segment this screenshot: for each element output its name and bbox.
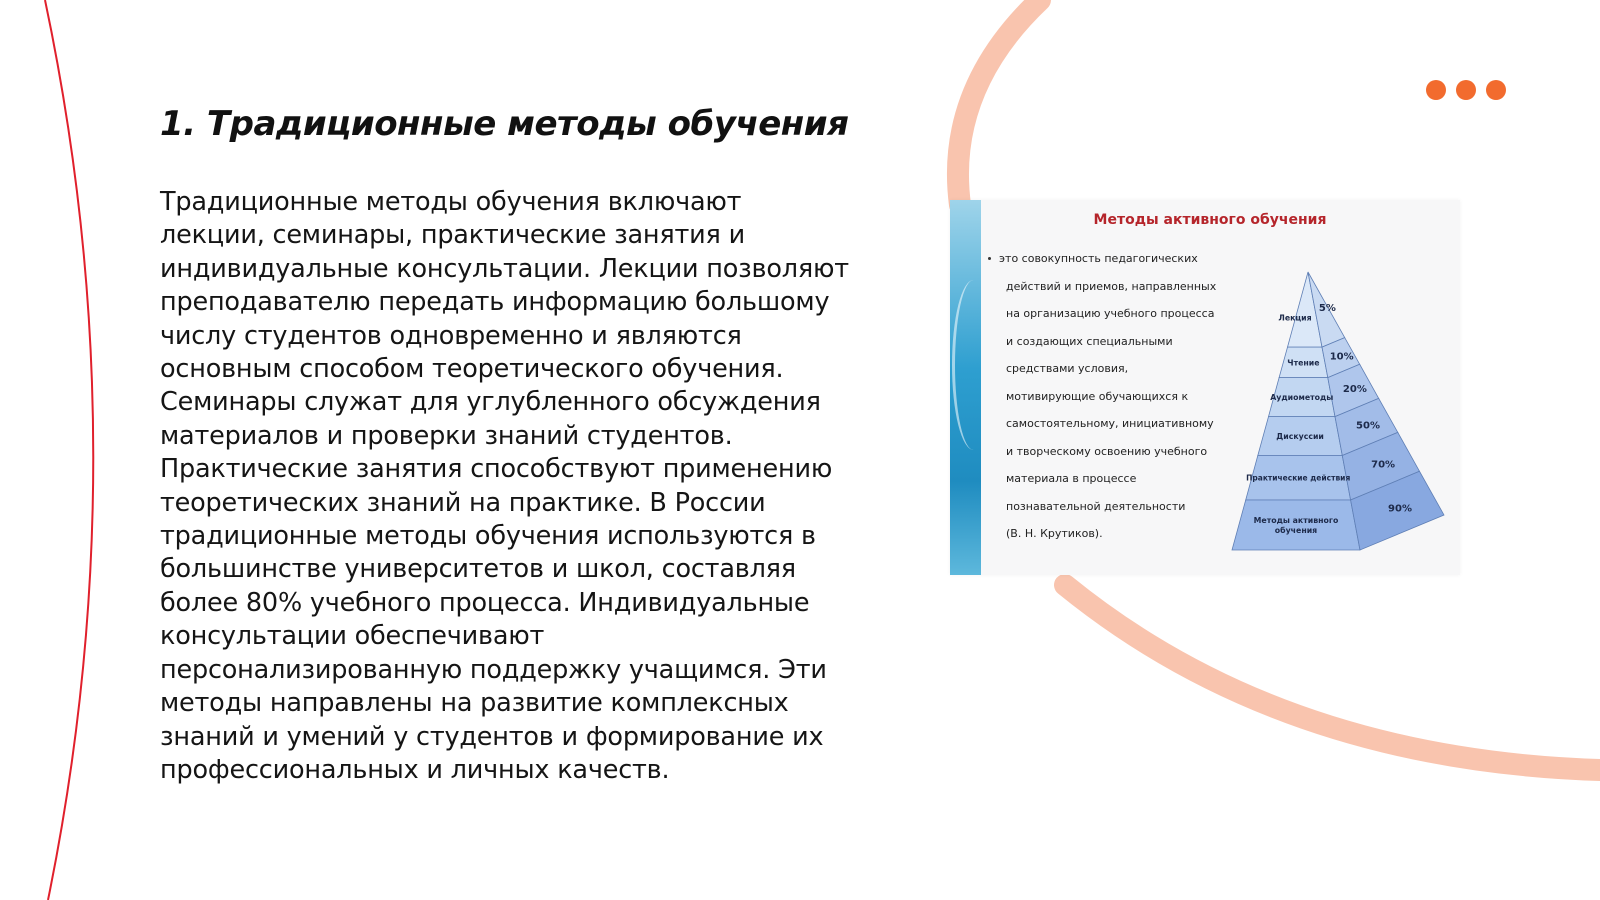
pyramid-tier-label: Чтение [1287, 358, 1320, 368]
definition-line: средствами условия, [1006, 362, 1129, 375]
pyramid-tier-value: 5% [1318, 302, 1336, 314]
pyramid-tier-value: 90% [1388, 503, 1412, 515]
definition-line: (В. Н. Крутиков). [1006, 527, 1103, 540]
pyramid-tier-value: 70% [1371, 459, 1396, 471]
definition-line: самостоятельному, инициативному [1006, 417, 1214, 430]
dot-icon [1426, 80, 1446, 100]
figure-title: Методы активного обучения [1093, 212, 1327, 228]
definition-line: мотивирующие обучающихся к [1006, 389, 1189, 403]
left-red-curve [45, 0, 93, 900]
dot-icon [1456, 80, 1476, 100]
figure-definition [988, 245, 1250, 548]
pyramid-tier-label: Аудиометоды [1270, 393, 1334, 403]
slide-body-text: Традиционные методы обучения включают лекции, семинары, практические занятия и индивидуальные консультации. Лекции позволяют преподавателю передать информацию большому числу студентов одновременно и являются основным способом теоретического обучения. Семинары служат для углубленного обсуждения материалов и проверки знаний студентов. Практические занятия способствуют применению теоретических знаний на практике. В России традиционные методы обучения используются в большинстве университетов и школ, составляя более 80% учебного процесса. Индивидуальные консультации обеспечивают персонализированную поддержку учащимся. Эти методы направлены на развитие комплексных знаний и умений у студентов и формирование их профессиональных и личных качеств. [160, 187, 849, 785]
pyramid-tier-label: Дискуссии [1276, 432, 1324, 441]
definition-line: на организацию учебного процесса [1006, 307, 1215, 320]
definition-line: и создающих специальными [1006, 334, 1173, 348]
pyramid-tier-value: 10% [1329, 351, 1354, 363]
learning-pyramid [1220, 270, 1460, 570]
definition-line: и творческому освоению учебного [1006, 444, 1208, 458]
dot-icon [1486, 80, 1506, 100]
definition-line: познавательной деятельности [1006, 499, 1186, 513]
pyramid-tier-value: 50% [1356, 420, 1380, 432]
menu-dots [1426, 80, 1506, 100]
figure-side-band [950, 200, 981, 575]
definition-line: материала в процессе [1006, 472, 1137, 485]
orange-arc-bottom [1065, 585, 1600, 770]
definition-line: действий и приемов, направленных [1006, 279, 1217, 293]
slide-title: 1. Традиционные методы обучения [160, 104, 849, 144]
pyramid-tier-label: обучения [1274, 526, 1318, 535]
pyramid-tier-label: Лекция [1278, 313, 1312, 323]
active-learning-figure [950, 200, 1460, 575]
orange-arc-top [958, 0, 1040, 205]
definition-line: это совокупность педагогических [988, 245, 1250, 273]
pyramid-tier-front [1232, 500, 1360, 550]
pyramid-tier-label: Практические действия [1246, 473, 1351, 483]
pyramid-tier-value: 20% [1342, 384, 1367, 395]
pyramid-tier-label: Методы активного [1253, 516, 1339, 525]
